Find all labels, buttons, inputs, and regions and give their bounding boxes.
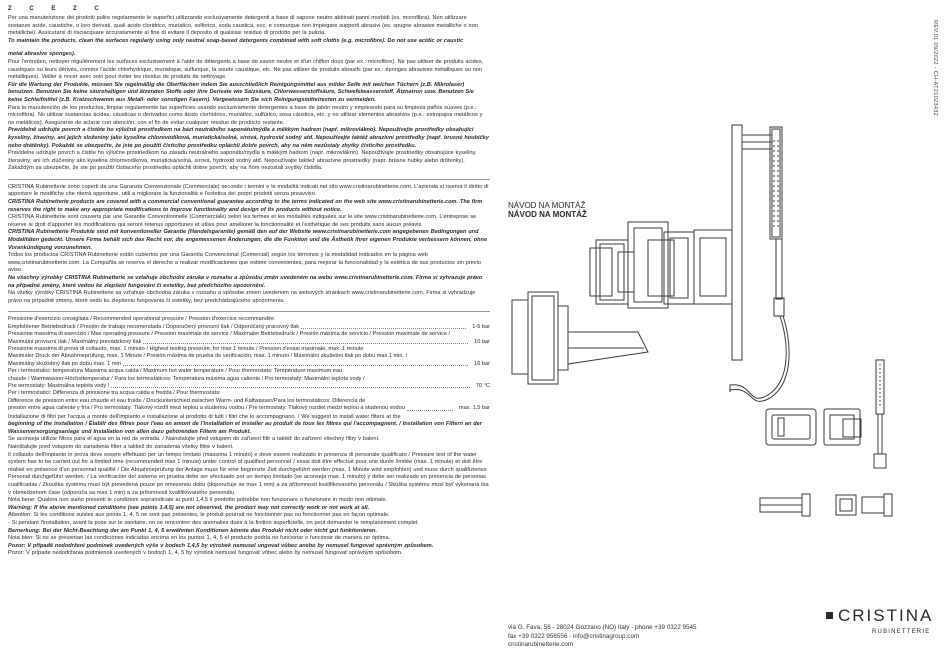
care-text-de: Für die Wartung der Produkte, müssen Sie regelmäßig die Oberflächen indem Sie ausschließlich Reinigungsmittel aus milder Seife mit weichen Tüchern (z.B. Mikrofaser) benutzen. Benutzen Sie keine säurehaltigen und ätzenden Stoffe oder ihre Derivate wie Salzsäure, Chlorwasserstoffsäure, Schwefelwasserstoff, Ätznatron usw. Benutzen Sie keine Schleifmittel (z.B. Kratzschwamm aus Metall- oder sonstigen Fasern). Vergewissern Sie sich Reinigungsmittelresten zu vermeiden. bbox=[8, 81, 474, 103]
note-attention-fr: Attention: Si les conditions suivies aux points 1, 4, 5 ne sont pas présentes, le produit pourrait ne fonctionner pas ou fonctionner pas en façon optimale. bbox=[8, 512, 390, 519]
spec-label: Pressione massima di esercizio / Max operating pressure / Pression maximale de service / Maximaler Betriebsdruck / Presión máxima de servicio / Pression maximale de service / bbox=[8, 331, 451, 338]
note-testing: Il collaudo dell'impianto in prova deve essere effettuato per un tempo limitato (massima 1 minuto) e deve essere realizzato in presenza di personale qualificato / Pressure test of the water system has to be carried out for a limited time (recommended max 1 minute) under control of qualified personnel / essai doit être effectué pour une durée limitée (max. 1 minute) et doit être réalisé en présence d'un personnel qualifié / Die Abnahmeprüfung der Anlage muss für eine begrenzte Zeit durchgeführt werden (max. 1 Minute wird empfohlen) und muss durch qualifiziertes Personal durchgeführt werden. / La verificación del sistema en prueba debe ser efectuado por un tiempo limitado (se aconseja max. 1 minuto) y debe ser realizado en presencia de personas cualificadas / Zkouška systému musí být provedená pouze po omezenou dobu (doporučuje se max 1 min) a za přítomnosti kvalifikovaného personálu / Skúška systému musí byť vykonaná iba v obmedzenom čase (odporúča sa max 1 min) a za prítomnosti kvalifikovaného personálu. bbox=[8, 451, 489, 496]
warranty-text-it: CRISTINA Rubinetterie sono coperti da una Garanzia Convenzionale (Commerciale) secondo i termini e le modalità indicati nel sito www.cristinarubinetterie.com. L'azienda si riserva il diritto di apportare le modifiche che riterrà opportune, utili a migliorare la funzionalità e l'estetica dei propri prodotti senza preavviso. bbox=[8, 183, 489, 198]
revision-code: REV.01 09/2022 - CH-AT21023432 bbox=[932, 20, 938, 117]
spec-label: Per i termostatici: Differenza di pressione tra acqua calda e fredda / Pour thermostats: bbox=[8, 390, 221, 397]
spec-row bbox=[8, 346, 490, 353]
spec-row bbox=[8, 383, 490, 390]
care-text-en: To maintain the products, clean the surfaces regularly using only neutral soap-based detergents combined with soft cloths (e.g. microfibre). Do not use acidic or caustic bbox=[8, 37, 464, 44]
care-text-it: Per una manutenzione dei prodotti pulire regolarmente le superfici utilizzando esclusivamente detergenti a base di sapone neutro abbinati panni morbidi (es. microfibra). Non utilizzare sostanze acide, caustiche, o loro derivati, quali acido cloridrico, muriatico, solforico, soda caustica, ecc. e comunque non impiegare supporti abrasivi (es. spugne abrasive metalliche o non metalliche). Assicurarsi di risciacquare accuratamente al fine di evitare il deposito di qualsiasi residuo di prodotto per la pulizia. bbox=[8, 15, 478, 37]
care-text-fr: Pour l'entretien, nettoyer régulièrement les surfaces exclusivement à l'aide de détergents à base de savon neutre et d'un chiffon doux (par ex.: microfibre). Ne pas utiliser de produits acides, caustiques ou leurs dérivés, comme l'acide chlorhydrique, muriatique, sulfurique, la soude caustique, etc. Ne pas utiliser de produits abrasifs (par ex.: éponges abrasives métalliques ou non métalliques). Veiller à rincer avec soin pour éviter les résidus de produits de nettoyage. bbox=[8, 58, 484, 81]
install-title-cz: NÁVOD NA MONTÁŽ bbox=[508, 201, 586, 210]
spec-row bbox=[8, 398, 490, 405]
spec-row bbox=[8, 331, 490, 338]
text-column bbox=[8, 6, 490, 558]
leader-dots bbox=[143, 339, 468, 344]
note-filters-en: beginning of the installation / Établir des filtres pour l'eau en amont de l'installation et installer au produit de tous les filtres qui l'accompagnent. / Installation von Filtern an der Wasserversorgungsanlage und Installation von allen dazu gehörenden Filtern am Produkt. bbox=[8, 421, 482, 435]
spec-label: Pre termostaty: Maximálna teplota vody / bbox=[8, 383, 110, 390]
spec-label: Maximálny skúšobný tlak po dobu max. 1 min bbox=[8, 360, 121, 367]
install-title-sk: NÁVOD NA MONTÁŽ bbox=[508, 210, 587, 219]
spec-label: presión entre agua caliente y fría / Pro termostaty: Tlakový rozdíl mezi teplou a studenou vodou / Pre termostaty: Tlakový rozdiel medzi teplou a studenou vodou bbox=[8, 405, 405, 412]
leader-dots bbox=[111, 383, 470, 388]
spec-row bbox=[8, 376, 490, 383]
divider bbox=[8, 311, 490, 312]
note-bene-it: Nota bene: Qualora non siano presenti le condizioni sopraindicate ai punti 1,4,5 il prodotto potrebbe non funzionare o funzionare in modo non ottimale. bbox=[8, 497, 388, 504]
product-drawing bbox=[498, 0, 950, 620]
language-marks bbox=[8, 6, 490, 15]
hand-shower-drawing bbox=[770, 127, 784, 316]
hose-drawing bbox=[730, 316, 789, 401]
spec-label: Empfohlener Betriebsdruck / Presión de trabajo recomendada / Doporučený provozní tlak / Odporúčaný pracovný tlak bbox=[8, 323, 300, 330]
component-square-1 bbox=[766, 409, 816, 445]
note-filters-sk: Nainštalujte pred vstupom do zariadenia filter a taktiež do zariadenia všetky filtre v balení. bbox=[8, 444, 234, 451]
warranty-text-de: CRISTINA Rubinetterie Produkte sind mit konventioneller Garantie (Handelsgarantie) gemäß den auf der Website www.cristinarubinetterie.com angegebenen Bedingungen und Modalitäten gedeckt. Unsere Firma behält sich das Recht vor, die angemessenen Änderungen, die die Funktion und die Ästhetik ihrer eigenen Produkte verbessern können, ohne Vorankündigung vorzunehmen. bbox=[8, 229, 488, 251]
warranty-text-cz: Na všechny výrobky CRISTINA Rubinetterie se vztahuje obchodní záruka v rozsahu a způsobu změn uvedeném na webu www.cristinarubinetterie.com. Firma si vyhrazuje právo na případné změny, které vedou ke zlepšení fungování či estetiky, bez předchozího upozornění. bbox=[8, 275, 483, 289]
care-text-es: Para la manutención de los productos, limpiar regularmente las superficies usando exclusivamente detergentes a base de jabón neutro y empleando para su limpieza paños suaves (p.e.: microfibra). No utilizar sustancias ácidas, cáusticas o derivados como ácido clorhídrico, muriático, sulfúrico, sosa cáustica, etc. y no utilizar elementos abrasivos (p.e.: estropajos metálicos y no metálicos). Asegurarse de aclarar con atención, con el fin de evitar cualquier residuo de producto restante. bbox=[8, 104, 483, 126]
warranty-text-es: Todos los productos CRISTINA Rubinetterie están cubiertos por una Garantía Convencional (Comercial) según los términos y la modalidad indicados en la página web www.cristinarubinetterie.com. La Compañía se reserva el derecho a realizar modificaciones que estime convenientes, para mejorar la funcionalidad y la estética de sus productos sin previo aviso. bbox=[8, 252, 481, 274]
spec-value: 1-5 bar bbox=[472, 323, 490, 330]
component-small-parts bbox=[760, 494, 892, 516]
website-line: cristinarubinetterie.com bbox=[508, 641, 574, 649]
note-warning-en: Warning: If the above mentioned conditions (see points 1,4,5) are not observed, the product may not correctly work or not work at all. bbox=[8, 504, 370, 511]
spec-row bbox=[8, 368, 490, 375]
component-square-2 bbox=[824, 409, 860, 445]
spec-label: Maximální provozní tlak / Maximálny prevádzkový tlak bbox=[8, 338, 142, 345]
fax-email-line: fax +39 0322 956556 - info@cristinagroup.com bbox=[508, 632, 640, 640]
language-mark: C bbox=[94, 6, 100, 12]
logo-name: CRISTINA bbox=[838, 606, 934, 625]
notes-section bbox=[8, 414, 490, 558]
spec-row bbox=[8, 316, 490, 323]
language-mark: C bbox=[29, 6, 35, 12]
company-address bbox=[508, 624, 697, 650]
note-sk: Pozor: V prípade nedodržania podmienok uvedených v bodoch 1, 4, 5 by výrobok nemusel fungovať vôbec alebo by nemusel fungovať správnym spôsobom. bbox=[8, 550, 403, 557]
care-text-en-cont: metal abrasive sponges). bbox=[8, 51, 76, 58]
spec-row bbox=[8, 353, 490, 360]
spec-row bbox=[8, 405, 490, 412]
leader-dots bbox=[407, 405, 453, 410]
wall-plate-drawing bbox=[732, 125, 772, 360]
care-section bbox=[8, 15, 490, 173]
spec-label: Pressione d'esercizio consigliata / Recommended operational pressure / Pression d'exercice recommandée bbox=[8, 316, 275, 323]
right-panel bbox=[498, 0, 950, 667]
warranty-text-sk: Na všetky výrobky CRISTINA Rubinetterie sa vzťahuje obchodná záruka v rozsahu a spôsobe zmien uvedenom na webových stránkach www.cristinarubinetterie.com. Firma si vyhradzuje právo na prípadné zmeny, ktoré vedú ku zlepšeniu fungovania či estetiky, bez predchádzajúceho upozornenia. bbox=[8, 290, 476, 304]
language-mark: E bbox=[51, 6, 57, 12]
note-es: Nota bien: Si no se presentan las condiciones indicadas encima en los puntos 1, 4, 5 el producto podría no funcionar o funcionar de manera no óptima. bbox=[8, 535, 391, 542]
spec-label: chaude / Warmwasser-Höchsttemperatur / Para los termostáticos: Temperatura máxima agua caliente / Pro termostaty: Maximální teplota vody / bbox=[8, 375, 365, 382]
logo-square-icon bbox=[826, 612, 833, 619]
note-cz: Pozor: V případě nedodržení podmínek uvedených výše v bodech 1,4,5 by výrobek nemusel ungovat vůbec anebo by nemusel fungovat správným způsobem. bbox=[8, 542, 434, 549]
divider bbox=[8, 179, 490, 180]
care-text-sk: Pravidelne udržujte povrch a čistite ho výlučne prostriedkom na zásadu neutrálneho saponátu/mydla a mäkkým hadrom (napr. mikrovlákno). Nepoužívajte prostriedky obsahujúce kyseliny, žieraviny, ani ich zlúčeniny ako kyselina chlorovodíková, muriatická/solná, sírová, hydroxid sodný atď. Nepoužívajte taktiež abrazívne prostriedky (napr. brúsne hubky alebo drôtenky). Zakaždým sa ubezpečte, že ste po použití čistiaceho prostriedku opláchli dobre povrch, aby na ňom nezostali zvyšky čistidla. bbox=[8, 150, 477, 172]
component-square-3 bbox=[843, 419, 861, 437]
spec-row bbox=[8, 390, 490, 397]
spec-label: Per i termostatici: temperatura Massima acqua calda / Maximum hot water temperature / Pour thermostats: Température maximum eau bbox=[8, 368, 343, 375]
care-text-cz: Pravidelně udržujte povrch a čistěte ho výlučně prostředkem na bázi neutrálního saponátu/mýdla a měkkým hadrem (např. mikrovlákno). Nepoužívejte prostředky obsahující kyseliny, žíraviny, ani jejich složeniny jako kyselina chlorovodíková, muriatická/solná, sírová, hydroxid sodný atd. Nepoužívejte taktéž abrazivní prostředky (např. brusné houbičky nebo drátěnky). Pokaždé se ubezpečte, že jste po použití čisticího prostředku opláchli dobře povrch, aby na něm nezůstaly zbytky čisticího prostředku. bbox=[8, 127, 489, 149]
spec-row bbox=[8, 339, 490, 346]
address-line: via G. Fava, 56 - 28024 Gozzano (NO) Italy - phone +39 0322 9545 bbox=[508, 624, 697, 631]
note-filters-it: Installazione di filtri per l'acqua a monte dell'impianto e installazione al prodotto di tutti i filtri che lo accompagnano. / We suggest to install water filters at the bbox=[8, 413, 401, 420]
logo-subtitle: RUBINETTERIE bbox=[872, 629, 931, 635]
leader-dots bbox=[301, 324, 466, 329]
language-mark: Z bbox=[8, 6, 13, 12]
spec-label: Différence de pression entre eau chaude et eau froide / Druckunterschied zwischen Warm- und Kaltwasser/Para los termostáticos: Diferencia de bbox=[8, 397, 366, 404]
warranty-text-en: CRISTINA Rubinetterie products are covered with a commercial conventional guarantee according to the terms indicated on the web site www.cristinarubinetterie.com. The firm reserves the right to make any appropriate modifications to improve functionality and design of its products without notice. bbox=[8, 199, 483, 213]
warranty-text-fr: CRISTINA Rubinetterie sont couverts par une Garantie Conventionnelle (Commerciale) selon les termes et les modalités indiquées sur le site www.cristinarubinetterie.com. L'entreprise se réserve le droit d'apporter les modifications qui seront retenus opportunes et utiles pour améliorer la fonctionnalité et l'esthétique de ses produits sans aucun préavis. bbox=[8, 214, 477, 228]
spec-row bbox=[8, 324, 490, 331]
spec-list bbox=[8, 316, 490, 412]
spec-row bbox=[8, 361, 490, 368]
leader-dots bbox=[123, 361, 468, 366]
warranty-section bbox=[8, 184, 490, 306]
spec-label: Pressione massima di prova di collaudo, max. 1 minuto / Highest testing pressure, for max 1 minute / Pression d'essai maximale, max. 1 minute bbox=[8, 346, 364, 352]
spec-value: max. 1,5 bar bbox=[458, 405, 490, 412]
spec-value: 70 °C bbox=[475, 383, 490, 390]
spec-value: 16 bar bbox=[474, 360, 490, 367]
spec-value: 10 bar bbox=[474, 338, 490, 345]
language-mark: Z bbox=[73, 6, 78, 12]
note-filters-es-cz: Se aconseja utilizar filtros para el agua en la red de entrada. / Nainstalujte před vstupem do zařízení filtr a taktéž do zařízení všechny filtry v balení. bbox=[8, 436, 380, 443]
note-finish-fr: - Si pendant l'installation, avant la pose sur le sanitaire, on se rencontrer des anomalies dues à la finition superficielle, on peut demander le remplacement complet. bbox=[8, 519, 419, 526]
note-de: Bemerkung: Bei der Nicht-Beachtung der am Punkt 1, 4, 5 erwähnten Konditionen könnte das Produkt nicht oder nicht gut funktionieren. bbox=[8, 527, 378, 534]
spec-label: Maximaler Druck der Abnahmeprüfung, max. 1 Minute / Presión máxima de prueba de verificación, max. 1 minuto / Maximální zkušební tlak po dobu max 1 min. / bbox=[8, 353, 408, 360]
mixer-drawing bbox=[512, 222, 732, 384]
hand-shower-detail bbox=[874, 360, 886, 468]
